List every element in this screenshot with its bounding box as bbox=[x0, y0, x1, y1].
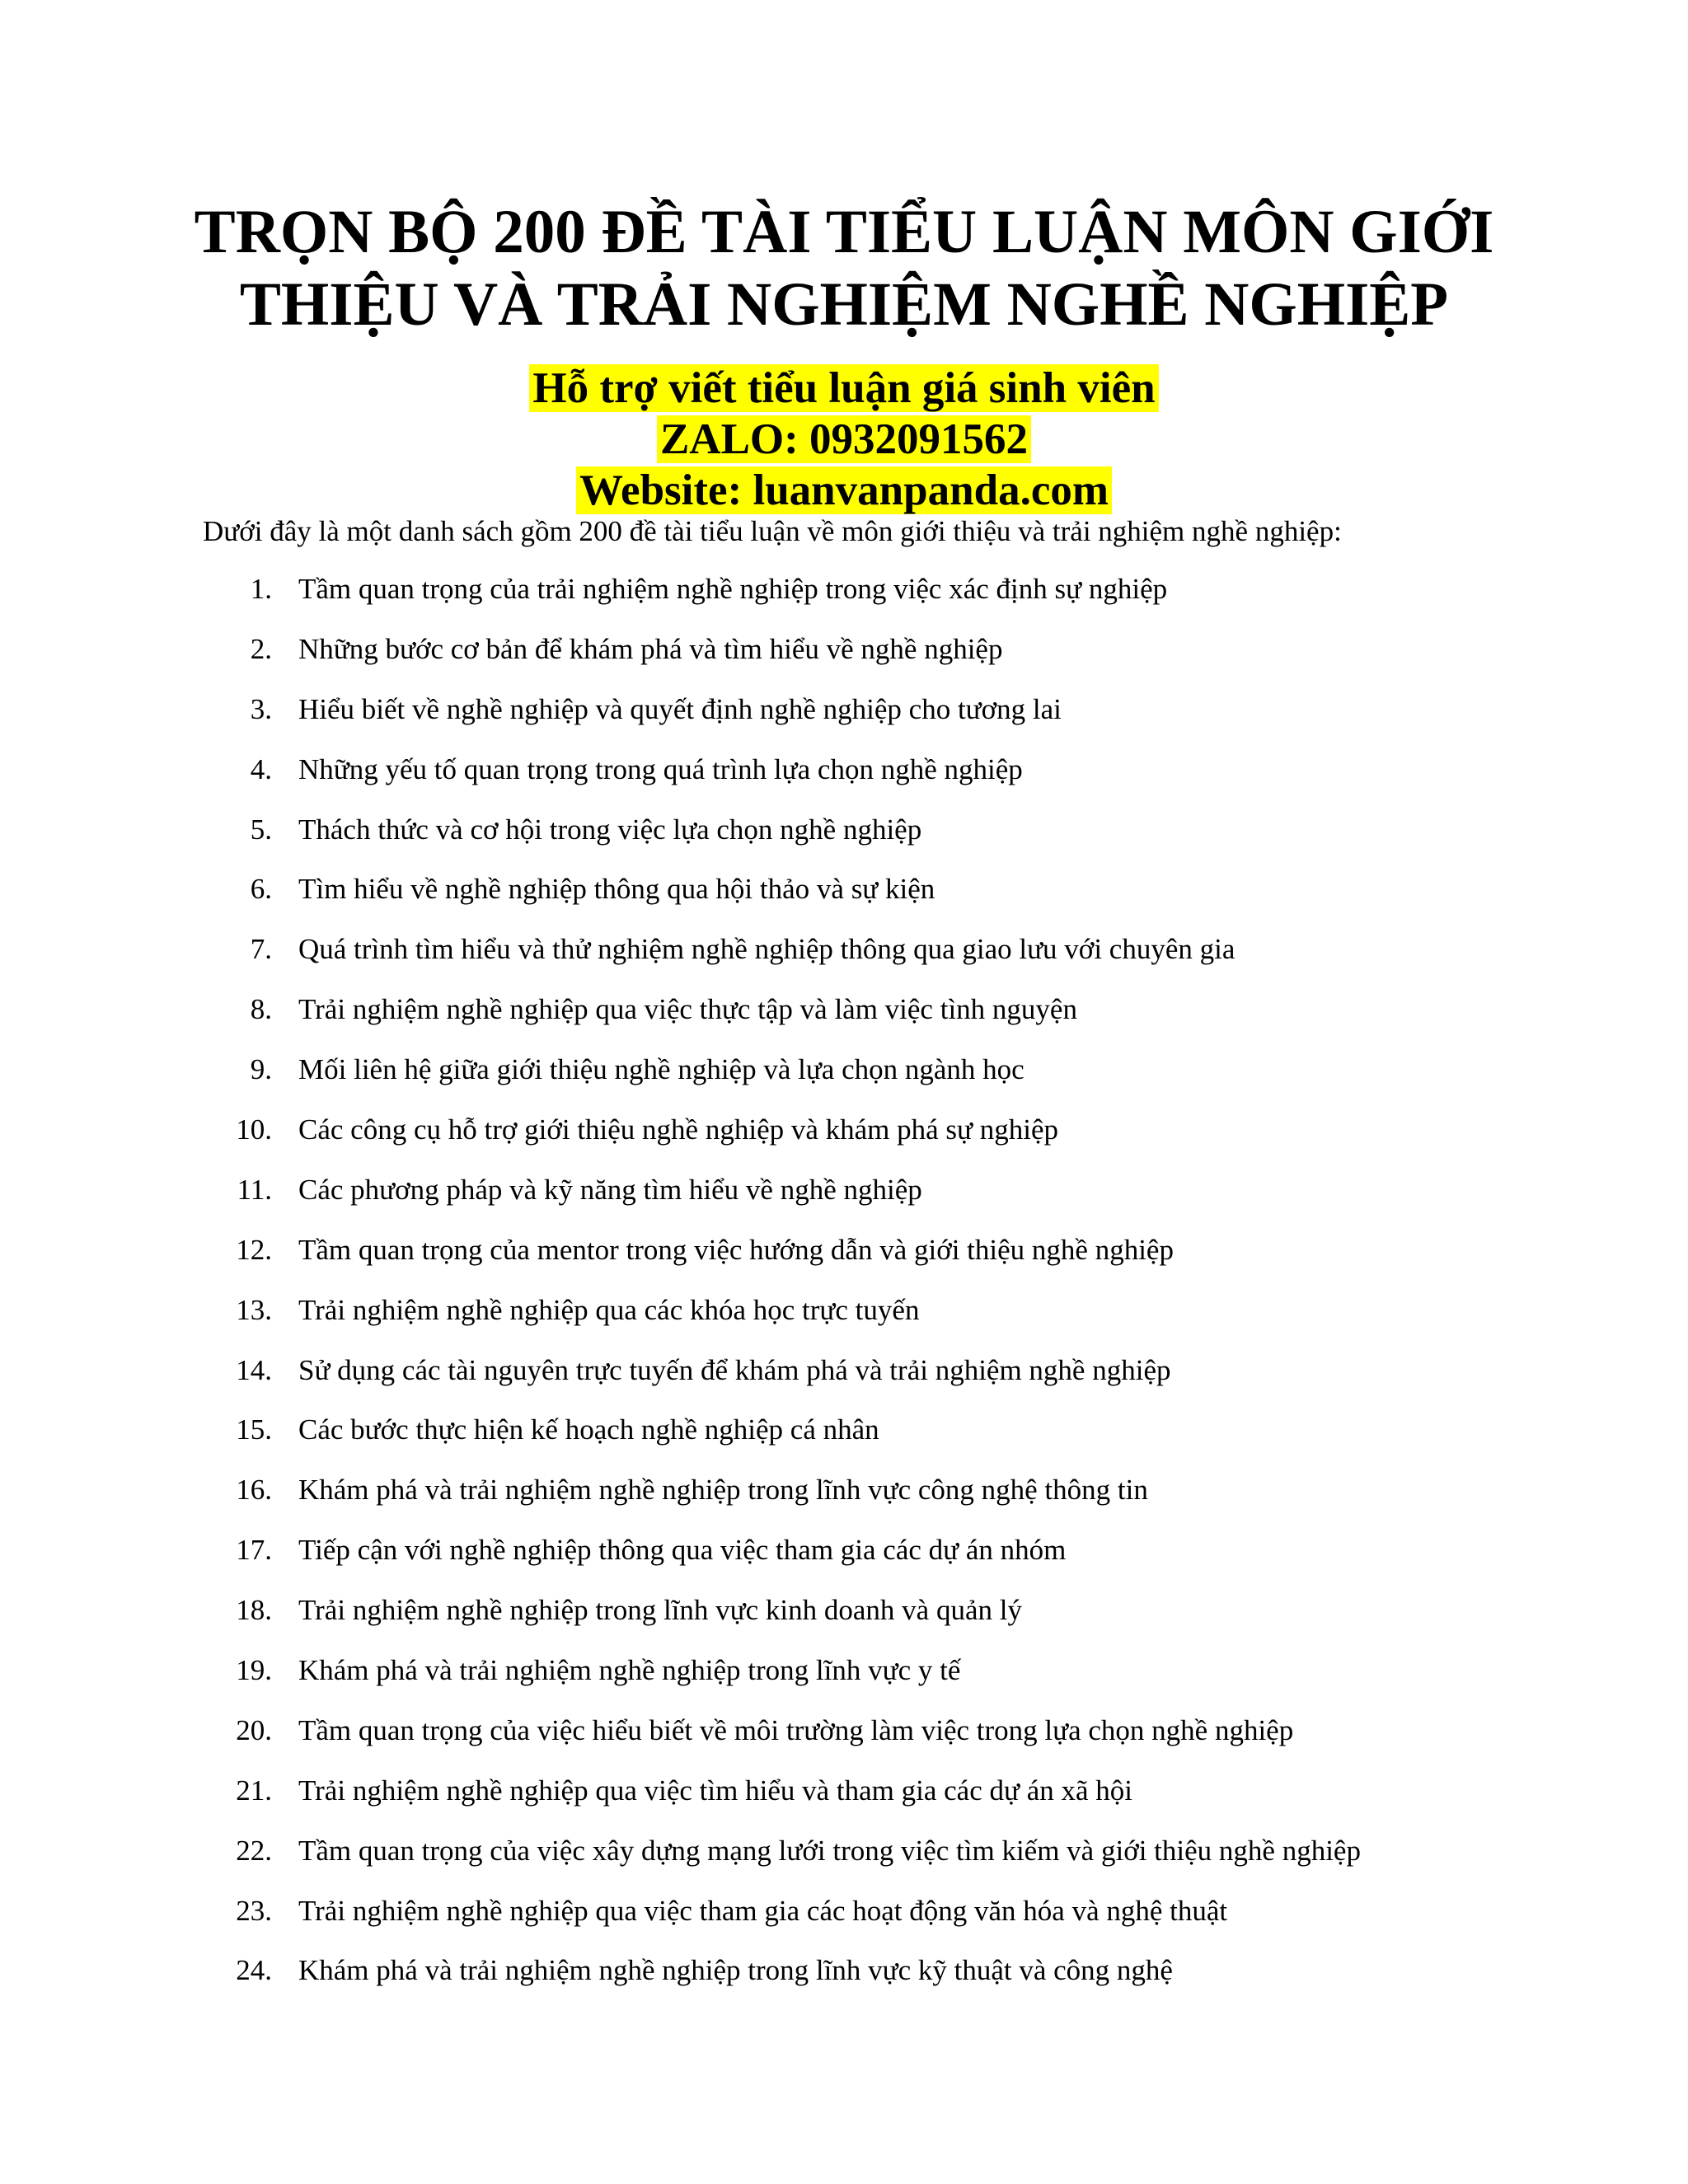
list-item-text: Hiểu biết về nghề nghiệp và quyết định nghề nghiệp cho tương lai bbox=[298, 692, 1062, 725]
list-item-number: 14. bbox=[236, 1353, 272, 1386]
promo-block bbox=[0, 363, 1688, 516]
title-line-2: THIỆU VÀ TRẢI NGHIỆM NGHỀ NGHIỆP bbox=[239, 270, 1449, 339]
title-line-1: TRỌN BỘ 200 ĐỀ TÀI TIỂU LUẬN MÔN GIỚI bbox=[194, 198, 1494, 266]
list-item-text: Mối liên hệ giữa giới thiệu nghề nghiệp và lựa chọn ngành học bbox=[298, 1053, 1025, 1086]
list-item-text: Trải nghiệm nghề nghiệp qua việc tham gia các hoạt động văn hóa và nghệ thuật bbox=[298, 1894, 1228, 1927]
list-item-text: Tầm quan trọng của việc hiểu biết về môi trường làm việc trong lựa chọn nghề nghiệp bbox=[298, 1713, 1294, 1746]
list-item-text: Tầm quan trọng của trải nghiệm nghề nghiệp trong việc xác định sự nghiệp bbox=[298, 573, 1168, 605]
promo-zalo-text: ZALO: 0932091562 bbox=[657, 415, 1031, 463]
list-item bbox=[0, 1532, 1688, 1592]
list-item-text: Thách thức và cơ hội trong việc lựa chọn nghề nghiệp bbox=[298, 813, 922, 846]
list-item bbox=[0, 1052, 1688, 1112]
list-item-text: Trải nghiệm nghề nghiệp trong lĩnh vực kinh doanh và quản lý bbox=[298, 1594, 1022, 1627]
list-item bbox=[0, 931, 1688, 991]
list-item-text: Quá trình tìm hiểu và thử nghiệm nghề nghiệp thông qua giao lưu với chuyên gia bbox=[298, 933, 1236, 966]
list-item bbox=[0, 1352, 1688, 1413]
list-item-number: 13. bbox=[236, 1293, 272, 1326]
list-item bbox=[0, 1893, 1688, 1953]
list-item-number: 4. bbox=[250, 752, 272, 785]
list-item-number: 19. bbox=[236, 1654, 272, 1687]
list-item bbox=[0, 1412, 1688, 1472]
list-item bbox=[0, 1292, 1688, 1352]
list-item-number: 9. bbox=[250, 1053, 272, 1086]
list-item bbox=[0, 1652, 1688, 1713]
list-item-text: Trải nghiệm nghề nghiệp qua việc tìm hiểu và tham gia các dự án xã hội bbox=[298, 1774, 1132, 1807]
list-item bbox=[0, 752, 1688, 812]
list-item-number: 5. bbox=[250, 813, 272, 846]
list-item bbox=[0, 1713, 1688, 1773]
list-item-number: 20. bbox=[236, 1713, 272, 1746]
promo-website-line bbox=[0, 465, 1688, 516]
list-item-text: Tìm hiểu về nghề nghiệp thông qua hội thảo và sự kiện bbox=[298, 873, 935, 906]
list-item-text: Những bước cơ bản để khám phá và tìm hiểu về nghề nghiệp bbox=[298, 632, 1003, 665]
list-item-number: 24. bbox=[236, 1954, 272, 1987]
list-item-number: 17. bbox=[236, 1534, 272, 1567]
list-item-text: Sử dụng các tài nguyên trực tuyến để khám phá và trải nghiệm nghề nghiệp bbox=[298, 1353, 1171, 1386]
list-item-number: 18. bbox=[236, 1594, 272, 1627]
list-item-number: 3. bbox=[250, 692, 272, 725]
list-item bbox=[0, 571, 1688, 631]
list-item-text: Tiếp cận với nghề nghiệp thông qua việc tham gia các dự án nhóm bbox=[298, 1534, 1067, 1567]
list-item bbox=[0, 991, 1688, 1052]
list-item-number: 16. bbox=[236, 1474, 272, 1507]
list-item bbox=[0, 1592, 1688, 1652]
list-item-number: 11. bbox=[237, 1173, 272, 1206]
list-item bbox=[0, 691, 1688, 752]
promo-support-text: Hỗ trợ viết tiểu luận giá sinh viên bbox=[529, 364, 1158, 412]
list-item-number: 8. bbox=[250, 993, 272, 1026]
list-item-text: Trải nghiệm nghề nghiệp qua các khóa học trực tuyến bbox=[298, 1293, 920, 1326]
list-item-number: 7. bbox=[250, 933, 272, 966]
list-item-text: Khám phá và trải nghiệm nghề nghiệp trong lĩnh vực y tế bbox=[298, 1654, 961, 1687]
list-item bbox=[0, 1472, 1688, 1532]
list-item-text: Các phương pháp và kỹ năng tìm hiểu về nghề nghiệp bbox=[298, 1173, 922, 1206]
promo-zalo-line bbox=[0, 414, 1688, 465]
list-item-text: Những yếu tố quan trọng trong quá trình lựa chọn nghề nghiệp bbox=[298, 752, 1023, 785]
list-item-number: 1. bbox=[250, 573, 272, 605]
list-item-text: Các bước thực hiện kế hoạch nghề nghiệp cá nhân bbox=[298, 1413, 879, 1446]
list-item bbox=[0, 631, 1688, 691]
list-item-number: 23. bbox=[236, 1894, 272, 1927]
list-item bbox=[0, 1112, 1688, 1172]
intro-paragraph: Dưới đây là một danh sách gồm 200 đề tài tiểu luận về môn giới thiệu và trải nghiệm nghề nghiệp: bbox=[203, 515, 1342, 547]
list-item bbox=[0, 1773, 1688, 1833]
list-item bbox=[0, 1172, 1688, 1232]
list-item-number: 10. bbox=[236, 1113, 272, 1146]
promo-website-text: Website: luanvanpanda.com bbox=[576, 466, 1112, 514]
list-item-number: 2. bbox=[250, 632, 272, 665]
list-item-text: Các công cụ hỗ trợ giới thiệu nghề nghiệp và khám phá sự nghiệp bbox=[298, 1113, 1059, 1146]
list-item-text: Khám phá và trải nghiệm nghề nghiệp trong lĩnh vực công nghệ thông tin bbox=[298, 1474, 1148, 1507]
list-item bbox=[0, 1833, 1688, 1893]
list-item-text: Tầm quan trọng của việc xây dựng mạng lưới trong việc tìm kiếm và giới thiệu nghề nghiệp bbox=[298, 1834, 1361, 1867]
list-item bbox=[0, 1232, 1688, 1292]
list-item-number: 21. bbox=[236, 1774, 272, 1807]
topic-list bbox=[0, 571, 1688, 2013]
list-item-text: Trải nghiệm nghề nghiệp qua việc thực tập và làm việc tình nguyện bbox=[298, 993, 1077, 1026]
list-item bbox=[0, 812, 1688, 872]
promo-support-line bbox=[0, 363, 1688, 414]
list-item-number: 22. bbox=[236, 1834, 272, 1867]
list-item bbox=[0, 871, 1688, 931]
list-item bbox=[0, 1952, 1688, 2013]
document-title bbox=[0, 196, 1688, 341]
list-item-text: Tầm quan trọng của mentor trong việc hướng dẫn và giới thiệu nghề nghiệp bbox=[298, 1233, 1174, 1266]
list-item-number: 6. bbox=[250, 873, 272, 906]
list-item-number: 15. bbox=[236, 1413, 272, 1446]
list-item-text: Khám phá và trải nghiệm nghề nghiệp trong lĩnh vực kỹ thuật và công nghệ bbox=[298, 1954, 1173, 1987]
list-item-number: 12. bbox=[236, 1233, 272, 1266]
